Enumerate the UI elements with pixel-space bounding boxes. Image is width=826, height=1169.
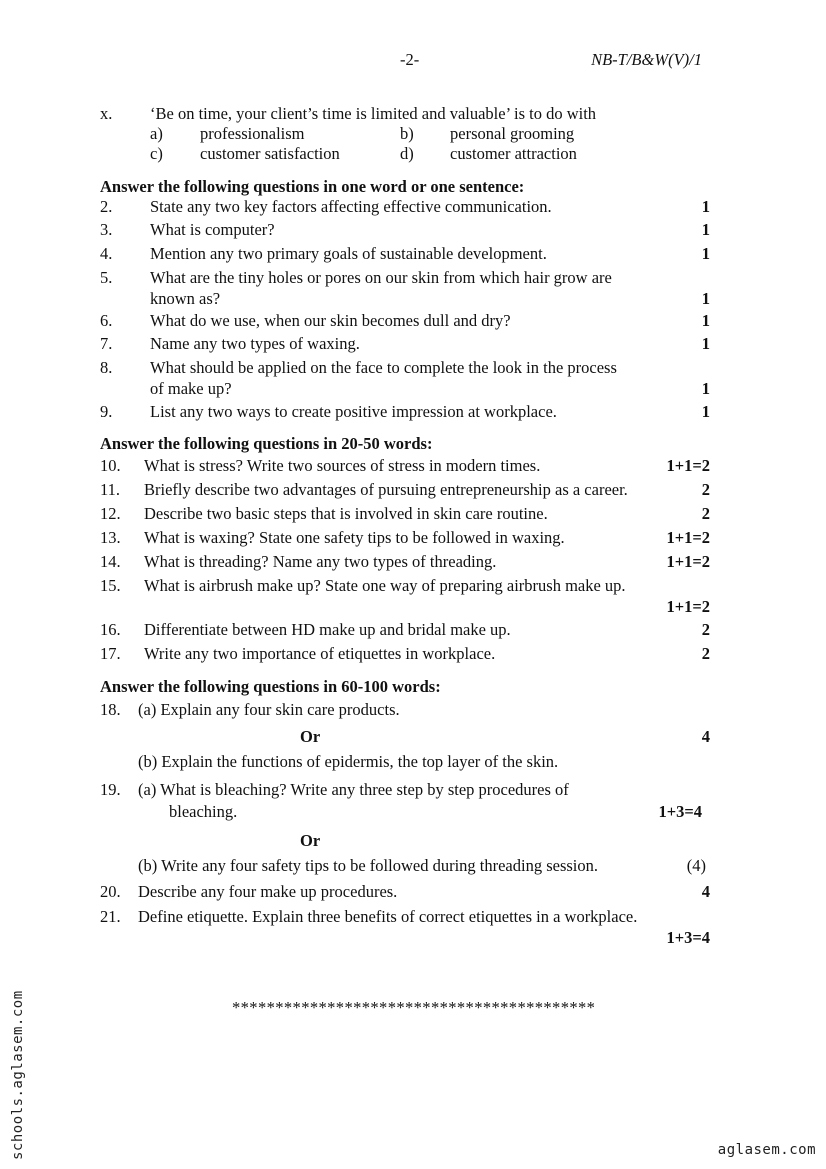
question-text: State any two key factors affecting effective communication. bbox=[150, 197, 552, 216]
marks: 1 bbox=[701, 244, 710, 263]
marks: (4) bbox=[686, 856, 706, 875]
side-watermark: schools.aglasem.com bbox=[10, 990, 26, 1160]
question-number: 19. bbox=[100, 780, 121, 799]
question-text: What is threading? Name any two types of threading. bbox=[144, 552, 497, 571]
question-text: Differentiate between HD make up and bridal make up. bbox=[144, 620, 511, 639]
marks: 2 bbox=[701, 504, 710, 523]
marks: 1+3=4 bbox=[666, 928, 710, 947]
question-number: 12. bbox=[100, 504, 121, 523]
option-key: b) bbox=[400, 124, 414, 143]
question-number: 8. bbox=[100, 358, 113, 377]
question-text: Write any two importance of etiquettes in workplace. bbox=[144, 644, 496, 663]
question-text: (a) What is bleaching? Write any three step by step procedures of bbox=[138, 780, 569, 799]
question-text: (a) Explain any four skin care products. bbox=[138, 700, 400, 719]
marks: 1 bbox=[701, 289, 710, 308]
option-text: customer attraction bbox=[450, 144, 577, 163]
question-number: 11. bbox=[100, 480, 121, 499]
question-number: 15. bbox=[100, 576, 121, 595]
question-number: x. bbox=[100, 104, 113, 123]
question-number: 17. bbox=[100, 644, 121, 663]
paper-code: NB-T/B&W(V)/1 bbox=[591, 50, 702, 69]
corner-watermark: aglasem.com bbox=[717, 1142, 816, 1158]
marks: 2 bbox=[701, 644, 710, 663]
question-number: 16. bbox=[100, 620, 121, 639]
question-number: 9. bbox=[100, 402, 113, 421]
question-text: What is computer? bbox=[150, 220, 275, 239]
option-key: c) bbox=[150, 144, 163, 163]
question-text: bleaching. bbox=[169, 802, 238, 821]
question-text: of make up? bbox=[150, 379, 232, 398]
question-text: Define etiquette. Explain three benefits of correct etiquettes in a workplace. bbox=[138, 907, 638, 926]
marks: 2 bbox=[701, 620, 710, 639]
question-number: 10. bbox=[100, 456, 121, 475]
option-text: personal grooming bbox=[450, 124, 575, 143]
marks: 1+1=2 bbox=[666, 528, 710, 547]
question-text: (b) Explain the functions of epidermis, the top layer of the skin. bbox=[138, 752, 559, 771]
question-number: 7. bbox=[100, 334, 113, 353]
question-text: Describe any four make up procedures. bbox=[138, 882, 398, 901]
option-text: professionalism bbox=[200, 124, 305, 143]
marks: 2 bbox=[701, 480, 710, 499]
question-number: 4. bbox=[100, 244, 113, 263]
marks: 1 bbox=[701, 379, 710, 398]
marks: 1+1=2 bbox=[666, 552, 710, 571]
question-text: List any two ways to create positive impression at workplace. bbox=[150, 402, 557, 421]
question-text: ‘Be on time, your client’s time is limited and valuable’ is to do with bbox=[150, 104, 597, 123]
question-text: What do we use, when our skin becomes dull and dry? bbox=[150, 311, 511, 330]
question-number: 6. bbox=[100, 311, 113, 330]
question-text: What should be applied on the face to complete the look in the process bbox=[150, 358, 617, 377]
question-number: 20. bbox=[100, 882, 121, 901]
question-number: 2. bbox=[100, 197, 113, 216]
question-text: Describe two basic steps that is involved in skin care routine. bbox=[144, 504, 548, 523]
marks: 1+1=2 bbox=[666, 456, 710, 475]
question-text: What is airbrush make up? State one way of preparing airbrush make up. bbox=[144, 576, 626, 595]
question-number: 14. bbox=[100, 552, 121, 571]
question-text: (b) Write any four safety tips to be followed during threading session. bbox=[138, 856, 599, 875]
question-text: known as? bbox=[150, 289, 221, 308]
question-text: Briefly describe two advantages of pursuing entrepreneurship as a career. bbox=[144, 480, 628, 499]
question-number: 21. bbox=[100, 907, 121, 926]
question-text: What are the tiny holes or pores on our skin from which hair grow are bbox=[150, 268, 612, 287]
question-number: 13. bbox=[100, 528, 121, 547]
question-text: Name any two types of waxing. bbox=[150, 334, 360, 353]
marks: 4 bbox=[701, 727, 710, 746]
marks: 1 bbox=[701, 334, 710, 353]
option-text: customer satisfaction bbox=[200, 144, 340, 163]
option-key: a) bbox=[150, 124, 163, 143]
section-heading: Answer the following questions in 60-100 words: bbox=[100, 677, 441, 696]
marks: 1 bbox=[701, 220, 710, 239]
end-stars-divider: ****************************************** bbox=[232, 998, 596, 1017]
section-heading: Answer the following questions in one word or one sentence: bbox=[100, 177, 525, 196]
option-key: d) bbox=[400, 144, 414, 163]
marks: 1 bbox=[701, 197, 710, 216]
or-separator: Or bbox=[300, 727, 321, 746]
or-separator: Or bbox=[300, 831, 321, 850]
marks: 1 bbox=[701, 402, 710, 421]
marks: 4 bbox=[701, 882, 710, 901]
page-number: -2- bbox=[400, 50, 420, 69]
question-number: 3. bbox=[100, 220, 113, 239]
marks: 1 bbox=[701, 311, 710, 330]
marks: 1+1=2 bbox=[666, 597, 710, 616]
question-number: 5. bbox=[100, 268, 113, 287]
question-text: What is stress? Write two sources of stress in modern times. bbox=[144, 456, 541, 475]
section-heading: Answer the following questions in 20-50 words: bbox=[100, 434, 433, 453]
question-text: Mention any two primary goals of sustainable development. bbox=[150, 244, 547, 263]
question-text: What is waxing? State one safety tips to be followed in waxing. bbox=[144, 528, 565, 547]
question-number: 18. bbox=[100, 700, 121, 719]
marks: 1+3=4 bbox=[658, 802, 702, 821]
